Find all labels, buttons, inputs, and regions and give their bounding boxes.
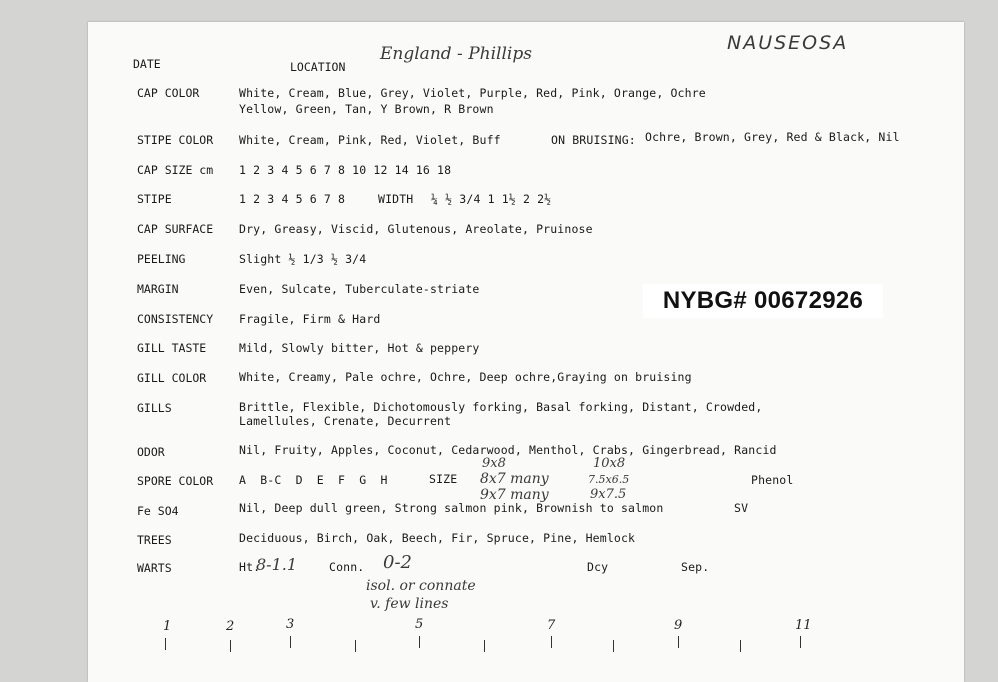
ruler-tick xyxy=(484,640,485,652)
ruler-number-5: 5 xyxy=(415,617,424,632)
spore-size-note-2: 8x7 many xyxy=(480,471,549,487)
warts-conn-label: Conn. xyxy=(329,560,365,574)
stipe-color-options: White, Cream, Pink, Red, Violet, Buff xyxy=(239,133,501,147)
warts-ht-label: Ht. xyxy=(239,560,261,574)
stipe-color-label: STIPE COLOR xyxy=(137,133,214,147)
date-label: DATE xyxy=(133,57,161,71)
cap-surface-label: CAP SURFACE xyxy=(137,222,214,236)
gill-color-options: White, Creamy, Pale ochre, Ochre, Deep ochre,Graying on bruising xyxy=(239,370,692,384)
ruler-tick xyxy=(740,640,741,652)
warts-conn-value: 0-2 xyxy=(383,552,412,573)
feso4-sv-label: SV xyxy=(734,501,749,515)
ruler-number-9: 9 xyxy=(674,618,683,633)
margin-options: Even, Sulcate, Tuberculate-striate xyxy=(239,282,480,296)
phenol-label: Phenol xyxy=(751,473,794,487)
gills-label: GILLS xyxy=(137,401,172,415)
consistency-options: Fragile, Firm & Hard xyxy=(239,312,381,326)
ruler-tick xyxy=(355,640,356,652)
ruler-tick xyxy=(800,636,801,648)
warts-note-1: isol. or connate xyxy=(366,578,476,594)
cap-surface-options: Dry, Greasy, Viscid, Glutenous, Areolate, Pruinose xyxy=(239,222,593,236)
stipe-width-label: WIDTH xyxy=(378,192,414,206)
margin-label: MARGIN xyxy=(137,282,179,296)
spore-color-label: SPORE COLOR xyxy=(137,474,214,488)
ruler-number-3: 3 xyxy=(286,617,295,632)
stipe-width-options: ¼ ½ 3/4 1 1½ 2 2½ xyxy=(431,192,552,206)
gill-taste-options: Mild, Slowly bitter, Hot & peppery xyxy=(239,341,480,355)
location-handwritten: England - Phillips xyxy=(380,44,532,64)
warts-sep-label: Sep. xyxy=(681,560,710,574)
peeling-options: Slight ½ 1/3 ½ 3/4 xyxy=(239,252,367,266)
specimen-card xyxy=(88,22,964,682)
consistency-label: CONSISTENCY xyxy=(137,312,214,326)
cap-color-options-1: White, Cream, Blue, Grey, Violet, Purple, Red, Pink, Orange, Ochre xyxy=(239,86,706,100)
gill-color-label: GILL COLOR xyxy=(137,371,207,385)
ruler-tick xyxy=(551,636,552,648)
location-label: LOCATION xyxy=(290,60,346,74)
spore-size-note-3: 9x7 many xyxy=(480,487,549,503)
spore-size-label: SIZE xyxy=(429,472,458,486)
feso4-label xyxy=(137,505,179,518)
spore-color-options: A B-C D E F G H xyxy=(239,473,388,487)
ruler-tick xyxy=(230,640,231,652)
spore-size-note-4: 10x8 xyxy=(593,456,626,471)
ruler-tick xyxy=(419,636,420,648)
trees-options: Deciduous, Birch, Oak, Beech, Fir, Spruce, Pine, Hemlock xyxy=(239,531,636,545)
ruler-number-2: 2 xyxy=(226,619,235,634)
ruler-number-7: 7 xyxy=(547,618,556,633)
odor-options: Nil, Fruity, Apples, Coconut, Cedarwood, Menthol, Crabs, Gingerbread, Rancid xyxy=(239,443,777,457)
gills-options-1: Brittle, Flexible, Dichotomously forking, Basal forking, Distant, Crowded, xyxy=(239,400,763,414)
ruler-tick xyxy=(165,638,166,650)
ruler-tick xyxy=(678,636,679,648)
warts-note-2: v. few lines xyxy=(370,596,449,612)
trees-label: TREES xyxy=(137,533,172,547)
ruler-tick xyxy=(613,640,614,652)
peeling-label: PEELING xyxy=(137,252,186,266)
warts-ht-value: 8-1.1 xyxy=(256,555,298,574)
cap-color-options-2: Yellow, Green, Tan, Y Brown, R Brown xyxy=(239,102,494,116)
on-bruising-label: ON BRUISING: xyxy=(551,133,636,147)
cap-color-label: CAP COLOR xyxy=(137,86,200,100)
ruler-tick xyxy=(290,636,291,648)
ruler-number-1: 1 xyxy=(163,619,172,634)
ruler-number-11: 11 xyxy=(795,618,812,633)
cap-size-label: CAP SIZE cm xyxy=(137,163,214,177)
stipe-label: STIPE xyxy=(137,192,172,206)
species-name-handwritten: NAUSEOSA xyxy=(727,32,849,54)
odor-label: ODOR xyxy=(137,445,165,459)
stipe-length-options: 1 2 3 4 5 6 7 8 xyxy=(239,192,346,206)
spore-size-note-6: 9x7.5 xyxy=(590,487,627,502)
spore-size-note-5: 7.5x6.5 xyxy=(588,473,630,486)
gill-taste-label: GILL TASTE xyxy=(137,341,207,355)
catalog-number-label: NYBG# 00672926 xyxy=(643,284,883,318)
feso4-label-text: Fe SO4 xyxy=(137,504,179,518)
feso4-options: Nil, Deep dull green, Strong salmon pink, Brownish to salmon xyxy=(239,501,664,515)
on-bruising-options: Ochre, Brown, Grey, Red & Black, Nil xyxy=(645,130,900,144)
warts-dcy-label: Dcy xyxy=(587,560,609,574)
spore-size-note-1: 9x8 xyxy=(482,456,506,471)
cap-size-options: 1 2 3 4 5 6 7 8 10 12 14 16 18 xyxy=(239,163,452,177)
warts-label: WARTS xyxy=(137,561,172,575)
gills-options-2: Lamellules, Crenate, Decurrent xyxy=(239,414,452,428)
